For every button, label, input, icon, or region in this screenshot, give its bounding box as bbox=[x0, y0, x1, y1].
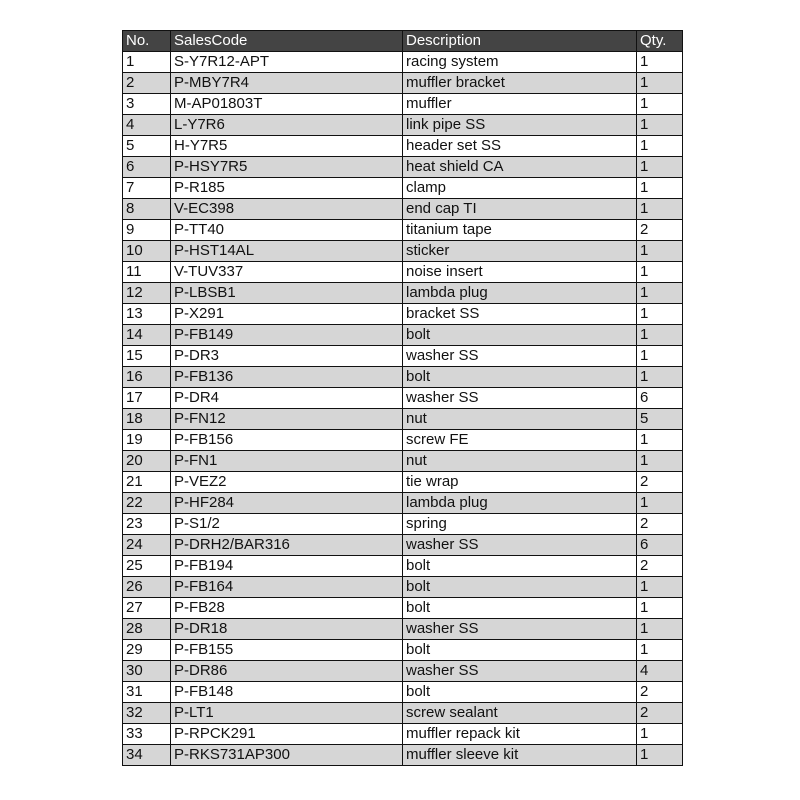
cell-salescode: L-Y7R6 bbox=[171, 115, 403, 136]
cell-no: 21 bbox=[123, 472, 171, 493]
cell-no: 20 bbox=[123, 451, 171, 472]
cell-no: 32 bbox=[123, 703, 171, 724]
cell-no: 16 bbox=[123, 367, 171, 388]
cell-no: 7 bbox=[123, 178, 171, 199]
cell-no: 14 bbox=[123, 325, 171, 346]
cell-salescode: P-FB194 bbox=[171, 556, 403, 577]
cell-qty: 1 bbox=[637, 346, 683, 367]
cell-description: bolt bbox=[403, 640, 637, 661]
cell-no: 15 bbox=[123, 346, 171, 367]
table-row bbox=[123, 262, 683, 283]
cell-qty: 1 bbox=[637, 367, 683, 388]
cell-qty: 1 bbox=[637, 598, 683, 619]
cell-salescode: P-R185 bbox=[171, 178, 403, 199]
cell-no: 4 bbox=[123, 115, 171, 136]
table-row bbox=[123, 52, 683, 73]
cell-no: 5 bbox=[123, 136, 171, 157]
table-row bbox=[123, 388, 683, 409]
table-row bbox=[123, 346, 683, 367]
header-salescode: SalesCode bbox=[171, 31, 403, 52]
cell-no: 33 bbox=[123, 724, 171, 745]
cell-salescode: P-RPCK291 bbox=[171, 724, 403, 745]
cell-no: 29 bbox=[123, 640, 171, 661]
cell-no: 34 bbox=[123, 745, 171, 766]
cell-no: 31 bbox=[123, 682, 171, 703]
table-row bbox=[123, 157, 683, 178]
cell-qty: 6 bbox=[637, 535, 683, 556]
cell-qty: 2 bbox=[637, 682, 683, 703]
cell-salescode: P-X291 bbox=[171, 304, 403, 325]
cell-qty: 2 bbox=[637, 556, 683, 577]
table-row bbox=[123, 430, 683, 451]
cell-no: 30 bbox=[123, 661, 171, 682]
cell-qty: 4 bbox=[637, 661, 683, 682]
cell-description: bolt bbox=[403, 367, 637, 388]
cell-salescode: P-FN1 bbox=[171, 451, 403, 472]
cell-description: titanium tape bbox=[403, 220, 637, 241]
table-row bbox=[123, 409, 683, 430]
cell-qty: 1 bbox=[637, 493, 683, 514]
table-row bbox=[123, 94, 683, 115]
cell-qty: 2 bbox=[637, 514, 683, 535]
cell-salescode: P-FB155 bbox=[171, 640, 403, 661]
cell-qty: 1 bbox=[637, 430, 683, 451]
cell-no: 11 bbox=[123, 262, 171, 283]
parts-list-table bbox=[122, 30, 683, 766]
cell-description: washer SS bbox=[403, 388, 637, 409]
table-row bbox=[123, 640, 683, 661]
cell-qty: 1 bbox=[637, 241, 683, 262]
cell-no: 24 bbox=[123, 535, 171, 556]
cell-qty: 1 bbox=[637, 199, 683, 220]
cell-no: 28 bbox=[123, 619, 171, 640]
cell-salescode: P-HST14AL bbox=[171, 241, 403, 262]
cell-salescode: P-FN12 bbox=[171, 409, 403, 430]
cell-salescode: H-Y7R5 bbox=[171, 136, 403, 157]
cell-salescode: P-FB136 bbox=[171, 367, 403, 388]
cell-description: header set SS bbox=[403, 136, 637, 157]
cell-salescode: P-DR4 bbox=[171, 388, 403, 409]
cell-no: 18 bbox=[123, 409, 171, 430]
cell-salescode: P-FB149 bbox=[171, 325, 403, 346]
table-row bbox=[123, 199, 683, 220]
cell-description: sticker bbox=[403, 241, 637, 262]
cell-salescode: P-HF284 bbox=[171, 493, 403, 514]
cell-description: nut bbox=[403, 451, 637, 472]
cell-qty: 1 bbox=[637, 157, 683, 178]
cell-no: 1 bbox=[123, 52, 171, 73]
cell-salescode: P-FB28 bbox=[171, 598, 403, 619]
cell-salescode: P-DRH2/BAR316 bbox=[171, 535, 403, 556]
table-row bbox=[123, 241, 683, 262]
cell-no: 23 bbox=[123, 514, 171, 535]
header-description: Description bbox=[403, 31, 637, 52]
cell-salescode: V-EC398 bbox=[171, 199, 403, 220]
cell-salescode: M-AP01803T bbox=[171, 94, 403, 115]
table-row bbox=[123, 451, 683, 472]
cell-description: washer SS bbox=[403, 535, 637, 556]
cell-qty: 1 bbox=[637, 178, 683, 199]
cell-description: end cap TI bbox=[403, 199, 637, 220]
header-qty: Qty. bbox=[637, 31, 683, 52]
cell-qty: 1 bbox=[637, 577, 683, 598]
cell-description: screw FE bbox=[403, 430, 637, 451]
cell-description: muffler sleeve kit bbox=[403, 745, 637, 766]
cell-no: 26 bbox=[123, 577, 171, 598]
cell-salescode: S-Y7R12-APT bbox=[171, 52, 403, 73]
table-row bbox=[123, 724, 683, 745]
table-row bbox=[123, 661, 683, 682]
cell-no: 6 bbox=[123, 157, 171, 178]
cell-no: 10 bbox=[123, 241, 171, 262]
cell-qty: 2 bbox=[637, 472, 683, 493]
table-body bbox=[123, 52, 683, 766]
table-row bbox=[123, 535, 683, 556]
cell-no: 12 bbox=[123, 283, 171, 304]
cell-description: racing system bbox=[403, 52, 637, 73]
table-row bbox=[123, 178, 683, 199]
cell-qty: 1 bbox=[637, 745, 683, 766]
table-row bbox=[123, 220, 683, 241]
cell-description: bolt bbox=[403, 682, 637, 703]
cell-salescode: P-VEZ2 bbox=[171, 472, 403, 493]
cell-qty: 1 bbox=[637, 262, 683, 283]
cell-description: lambda plug bbox=[403, 283, 637, 304]
cell-salescode: P-DR3 bbox=[171, 346, 403, 367]
cell-salescode: V-TUV337 bbox=[171, 262, 403, 283]
cell-description: washer SS bbox=[403, 619, 637, 640]
cell-qty: 1 bbox=[637, 451, 683, 472]
cell-salescode: P-LBSB1 bbox=[171, 283, 403, 304]
cell-salescode: P-DR18 bbox=[171, 619, 403, 640]
table-header bbox=[123, 31, 683, 52]
cell-no: 25 bbox=[123, 556, 171, 577]
table-row bbox=[123, 73, 683, 94]
cell-description: muffler bracket bbox=[403, 73, 637, 94]
cell-no: 22 bbox=[123, 493, 171, 514]
cell-description: bolt bbox=[403, 577, 637, 598]
cell-qty: 5 bbox=[637, 409, 683, 430]
table-row bbox=[123, 115, 683, 136]
cell-no: 8 bbox=[123, 199, 171, 220]
cell-description: spring bbox=[403, 514, 637, 535]
cell-description: noise insert bbox=[403, 262, 637, 283]
cell-salescode: P-TT40 bbox=[171, 220, 403, 241]
cell-description: washer SS bbox=[403, 661, 637, 682]
table-row bbox=[123, 514, 683, 535]
cell-salescode: P-HSY7R5 bbox=[171, 157, 403, 178]
cell-no: 9 bbox=[123, 220, 171, 241]
cell-qty: 2 bbox=[637, 703, 683, 724]
cell-description: bolt bbox=[403, 598, 637, 619]
cell-description: lambda plug bbox=[403, 493, 637, 514]
cell-no: 3 bbox=[123, 94, 171, 115]
header-row bbox=[123, 31, 683, 52]
table-row bbox=[123, 577, 683, 598]
cell-qty: 1 bbox=[637, 325, 683, 346]
cell-salescode: P-RKS731AP300 bbox=[171, 745, 403, 766]
table-row bbox=[123, 472, 683, 493]
cell-no: 27 bbox=[123, 598, 171, 619]
cell-no: 19 bbox=[123, 430, 171, 451]
table-row bbox=[123, 325, 683, 346]
table-row bbox=[123, 304, 683, 325]
table-row bbox=[123, 367, 683, 388]
cell-description: muffler repack kit bbox=[403, 724, 637, 745]
cell-salescode: P-MBY7R4 bbox=[171, 73, 403, 94]
cell-no: 17 bbox=[123, 388, 171, 409]
table-row bbox=[123, 598, 683, 619]
table-row bbox=[123, 682, 683, 703]
cell-qty: 1 bbox=[637, 304, 683, 325]
cell-qty: 1 bbox=[637, 115, 683, 136]
table-row bbox=[123, 493, 683, 514]
cell-description: bolt bbox=[403, 556, 637, 577]
table-row bbox=[123, 136, 683, 157]
table-row bbox=[123, 619, 683, 640]
cell-salescode: P-FB148 bbox=[171, 682, 403, 703]
cell-description: heat shield CA bbox=[403, 157, 637, 178]
cell-description: link pipe SS bbox=[403, 115, 637, 136]
cell-salescode: P-S1/2 bbox=[171, 514, 403, 535]
cell-qty: 2 bbox=[637, 220, 683, 241]
cell-qty: 1 bbox=[637, 640, 683, 661]
cell-description: washer SS bbox=[403, 346, 637, 367]
cell-description: bolt bbox=[403, 325, 637, 346]
table-row bbox=[123, 703, 683, 724]
cell-qty: 1 bbox=[637, 724, 683, 745]
cell-qty: 1 bbox=[637, 136, 683, 157]
cell-qty: 1 bbox=[637, 94, 683, 115]
cell-salescode: P-FB156 bbox=[171, 430, 403, 451]
cell-qty: 1 bbox=[637, 73, 683, 94]
cell-no: 13 bbox=[123, 304, 171, 325]
table-row bbox=[123, 556, 683, 577]
table-row bbox=[123, 745, 683, 766]
cell-qty: 1 bbox=[637, 619, 683, 640]
cell-description: bracket SS bbox=[403, 304, 637, 325]
cell-no: 2 bbox=[123, 73, 171, 94]
cell-description: muffler bbox=[403, 94, 637, 115]
cell-qty: 1 bbox=[637, 283, 683, 304]
cell-qty: 6 bbox=[637, 388, 683, 409]
cell-qty: 1 bbox=[637, 52, 683, 73]
cell-description: clamp bbox=[403, 178, 637, 199]
cell-salescode: P-LT1 bbox=[171, 703, 403, 724]
header-no: No. bbox=[123, 31, 171, 52]
table-row bbox=[123, 283, 683, 304]
cell-description: screw sealant bbox=[403, 703, 637, 724]
cell-description: nut bbox=[403, 409, 637, 430]
cell-salescode: P-FB164 bbox=[171, 577, 403, 598]
cell-salescode: P-DR86 bbox=[171, 661, 403, 682]
cell-description: tie wrap bbox=[403, 472, 637, 493]
